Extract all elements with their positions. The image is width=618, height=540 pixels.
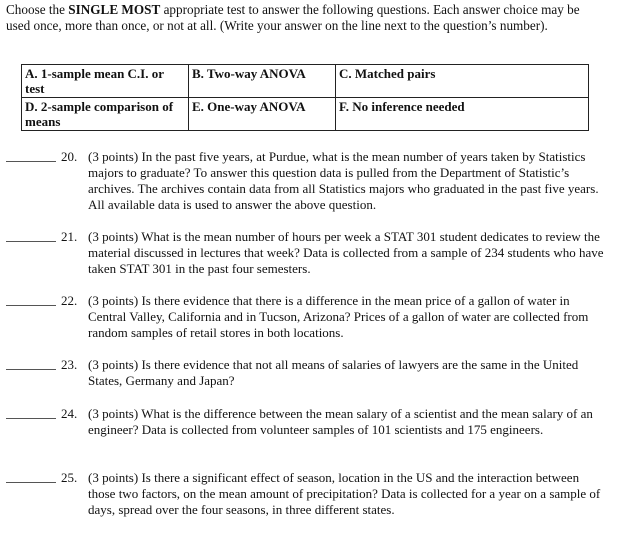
question-text: (3 points) What is the difference between the mean salary of a scientist and the mean salary of an engineer? Data is collected from volunteer samples of 101 scientists and 175 engineers.	[88, 406, 593, 437]
question-number: 21.	[61, 229, 78, 244]
question-24	[6, 406, 606, 438]
answer-blank-22[interactable]	[6, 305, 56, 306]
question-23	[6, 357, 606, 389]
question-text: (3 points) Is there a significant effect of season, location in the US and the interaction between those two factors, on the mean amount of precipitation? Data is collected for a year on a sample of days, spread over the four seasons, in three different states.	[88, 470, 601, 517]
choices-row	[22, 65, 589, 98]
answer-choices-table	[21, 64, 589, 131]
choice-f: F. No inference needed	[336, 98, 589, 131]
instructions	[6, 2, 606, 34]
instructions-rest: appropriate test to answer the following questions. Each answer choice may be used once, more than once, or not at all. (Write your answer on the line next to the question’s number).	[6, 2, 580, 33]
answer-blank-20[interactable]	[6, 161, 56, 162]
question-number: 22.	[61, 293, 78, 308]
question-25	[6, 470, 606, 518]
question-21	[6, 229, 606, 277]
question-22	[6, 293, 606, 341]
choice-e: E. One-way ANOVA	[189, 98, 336, 131]
choice-a: A. 1-sample mean C.I. or test	[22, 65, 189, 98]
question-text: (3 points) Is there evidence that not all means of salaries of lawyers are the same in the United States, Germany and Japan?	[88, 357, 579, 388]
instructions-emphasis: SINGLE MOST	[68, 2, 161, 17]
instructions-lead: Choose the	[6, 2, 69, 17]
choice-b: B. Two-way ANOVA	[189, 65, 336, 98]
choice-d: D. 2-sample comparison of means	[22, 98, 189, 131]
question-text: (3 points) What is the mean number of hours per week a STAT 301 student dedicates to review the material discussed in lectures that week? Data is collected from a sample of 234 students who have taken STAT 301 in the past four semesters.	[88, 229, 604, 276]
question-number: 23.	[61, 357, 78, 372]
answer-blank-21[interactable]	[6, 241, 56, 242]
answer-blank-25[interactable]	[6, 482, 56, 483]
question-20	[6, 149, 606, 213]
question-number: 20.	[61, 149, 78, 164]
question-text: (3 points) Is there evidence that there is a difference in the mean price of a gallon of water in Central Valley, California and in Tucson, Arizona? Prices of a gallon of water are collected from random samples of retail stores in both locations.	[88, 293, 589, 340]
choices-row	[22, 98, 589, 131]
choice-c: C. Matched pairs	[336, 65, 589, 98]
answer-blank-24[interactable]	[6, 418, 56, 419]
question-number: 25.	[61, 470, 78, 485]
answer-blank-23[interactable]	[6, 369, 56, 370]
question-number: 24.	[61, 406, 78, 421]
question-text: (3 points) In the past five years, at Purdue, what is the mean number of years taken by Statistics majors to graduate? To answer this question data is pulled from the Department of Statistic’s archives. The archives contain data from all Statistics majors who graduated in the past five years. All available data is used to answer the above question.	[88, 149, 599, 212]
